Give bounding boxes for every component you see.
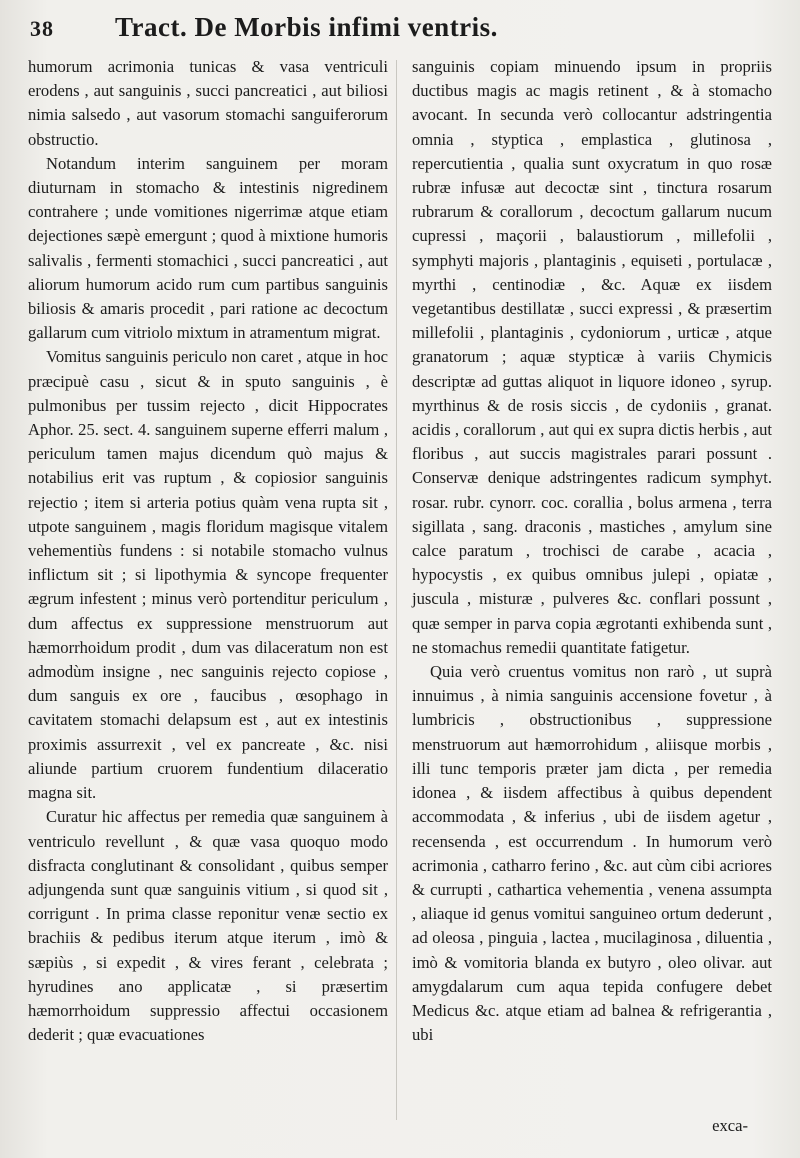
page-header — [30, 12, 770, 48]
page-number: 38 — [30, 16, 54, 41]
column-divider — [396, 60, 397, 1120]
left-text-column — [28, 55, 388, 1047]
paragraph: Curatur hic affectus per remedia quæ sanguinem à ventriculo revellunt , & quæ vasa quoquo modo disfracta conglutinant & consolidant , quibus semper adjungenda sunt quæ sanguinis vitium , si quod sit , corrigunt . In prima classe reponitur venæ sectio ex brachiis & pedibus iterum atque iterum , imò & sæpiùs , si expedit , & vires ferant , celebrata ; hyrudines ano applicatæ , si præsertim hæmorrhoidum suppressio affectui occasionem dederit ; quæ evacuationes — [28, 807, 388, 1045]
paragraph: Vomitus sanguinis periculo non caret , atque in hoc præcipuè casu , sicut & in sputo sanguinis , è pulmonibus per tussim rejecto , dicit Hippocrates Aphor. 25. sect. 4. sanguinem superne efferri malum , periculum tamen majus dicendum quò majus & notabilius erit vas ruptum , & copiosior sanguinis rejectio ; item si arteria potius quàm vena rupta sit , utpote sanguinem , magis floridum magisque vitalem vehementiùs fundens : si notabile stomacho vulnus inflictum sit ; si lipothymia & syncope frequenter ægrum infestent ; minus verò portenditur periculum , dum affectus ex suppressione menstruorum aut hæmorrhoidum prodit , dum vas dilaceratum non est admodùm insigne , nec sanguinis rejecto copiose , dum sanguis ex ore , faucibus , œsophago in cavitatem stomachi delapsum est , aut ex intestinis proximis assurrexit , vel ex pancreate , &c. nisi aliunde partium cruorem fundentium dilaceratio magna sit. — [28, 347, 388, 803]
running-title: Tract. De Morbis infimi ventris. — [115, 12, 498, 42]
catchword: exca- — [712, 1116, 748, 1135]
paragraph: sanguinis copiam minuendo ipsum in propriis ductibus magis ac magis retinent , & à stomacho avocant. In secunda verò collocantur adstringentia omnia , styptica , emplastica , glutinosa , repercutientia , qualia sunt oxycratum in quo rosæ rubræ infusæ aut decoctæ sint , tinctura rosarum rubrarum & corallorum , decoctum gallarum nucum cupressi , maçorii , balaustiorum , millefolii , symphyti majoris , plantaginis , equiseti , portulacæ , myrthi , centinodiæ , &c. Aquæ ex iisdem vegetantibus destillatæ , succi expressi , & præsertim millefolii , plantaginis , cydoniorum , urticæ , atque granatorum ; aquæ stypticæ à variis Chymicis descriptæ ad guttas aliquot in liquore idoneo , syrup. myrthinus & de rosis siccis , de cydoniis , granat. acidis , corallorum , aut qui ex supra dictis herbis , aut floribus , aut succis magistrales parari possunt . Conservæ denique adstringentes radicum symphyt. rosar. rubr. cynorr. coc. corallia , bolus armena , terra sigillata , sang. draconis , mastiches , amylum sine calce paratum , trochisci de carabe , acacia , hypocystis , ex quibus omnibus julepi , opiatæ , jusculа , misturæ , pulveres &c. conflari possunt , quæ semper in parva copia ægrotanti exhibenda sunt , ne stomachus remedii quantitate fatigetur. — [412, 57, 772, 657]
right-text-column — [412, 55, 772, 1047]
paragraph: Notandum interim sanguinem per moram diuturnam in stomacho & intestinis nigredinem contrahere ; unde vomitiones nigerrimæ atque etiam dejectiones sæpè emergunt ; quod à mixtione humoris salivalis , fermenti stomachici , succi pancreatici , aut aliorum humorum acido rum cum partibus sanguinis biliosis & amaris procedit , pari ratione ac decoctum gallarum cum vitriolo mixtum in atramentum migrat. — [28, 153, 388, 343]
paragraph: Quia verò cruentus vomitus non rarò , ut suprà innuimus , à nimia sanguinis accensione fovetur , à lumbricis , obstructionibus , suppressione menstruorum aut hæmorrohidum , aliisque morbis , illi tunc temporis præter jam dicta , per remedia idonea , & iisdem affectibus à quibus dependent accommodata , & inferius , ubi de iisdem agetur , recensenda , est occurrendum . In humorum verò acrimonia , catharro ferino , &c. aut cùm cibi acriores & currupti , cathartica vehementia , venena assumpta , aliaque id genus vomitui sanguineo ortum dederunt , ad oleosa , pinguia , lactea , mucilaginosa , diluentia , imò & vomitoria blanda ex butyro , oleo olivar. aut amygdalarum cum aqua tepida confugere debet Medicus &c. atque etiam ad balnea & refrigerantia , ubi — [412, 662, 772, 1045]
paragraph: humorum acrimonia tunicas & vasa ventriculi erodens , aut sanguinis , succi pancreatici , aut biliosi nimia salsedo , aut vasorum stomachi sanguiferorum obstructio. — [28, 57, 388, 149]
